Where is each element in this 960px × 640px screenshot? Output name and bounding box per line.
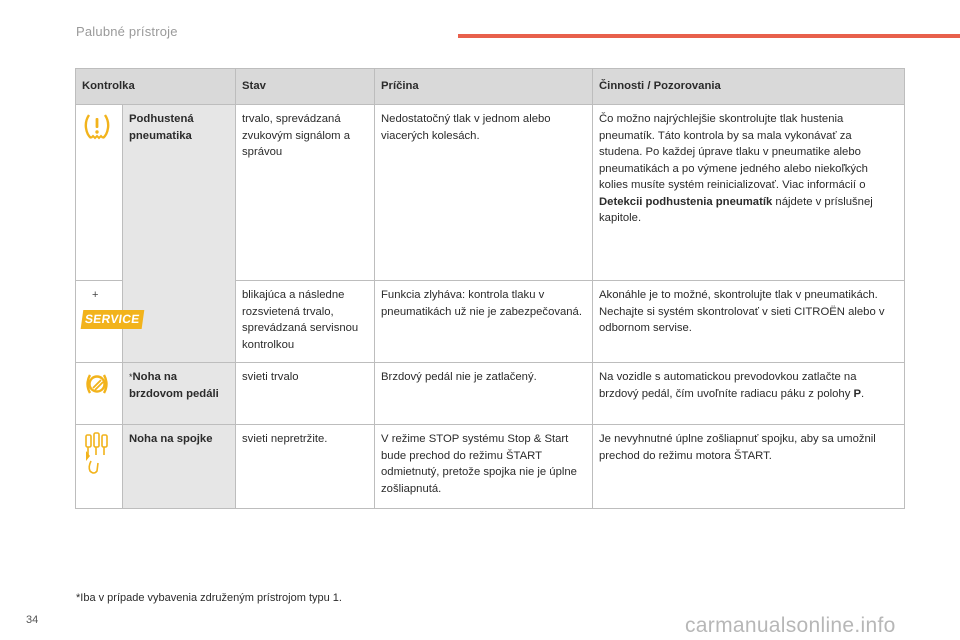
watermark: carmanualsonline.info (685, 614, 896, 637)
cinnosti-bold-reference: Detekcii podhustenia pneumatík (599, 195, 773, 208)
pricina-cell: V režime STOP systému Stop & Start bude prechod do režimu ŠTART odmietnutý, pretože spojka nie je úplne zošliapnutá. (375, 425, 593, 509)
warning-name-cell (123, 425, 236, 509)
pricina-cell: Brzdový pedál nie je zatlačený. (375, 363, 593, 425)
stav-cell: svieti trvalo (236, 363, 375, 425)
cinnosti-cell: Akonáhle je to možné, skontrolujte tlak v pneumatikách. Nechajte si systém skontrolovať v sieti CITROËN alebo v odbornom servise. (593, 281, 905, 363)
stav-cell: trvalo, sprevádzaná zvukovým signálom a správou (236, 105, 375, 281)
clutch-pedal-icon (82, 431, 112, 483)
cinnosti-cell (593, 105, 905, 281)
table-row (76, 363, 905, 425)
brake-pedal-icon (82, 369, 112, 405)
section-title: Palubné prístroje (76, 24, 178, 39)
warning-lights-table (75, 68, 905, 509)
header-accent-bar (458, 34, 960, 38)
cinnosti-text-end: . (861, 387, 865, 400)
service-warning-badge: SERVICE (81, 310, 144, 329)
tyre-pressure-warning-icon (82, 111, 112, 147)
pricina-cell: Funkcia zlyháva: kontrola tlaku v pneumatikách už nie je zabezpečovaná. (375, 281, 593, 363)
warning-name: Noha na spojke (129, 433, 213, 445)
pricina-cell: Nedostatočný tlak v jednom alebo viacerých kolesách. (375, 105, 593, 281)
column-header-kontrolka: Kontrolka (76, 69, 236, 105)
cinnosti-cell (593, 363, 905, 425)
icon-cell (76, 425, 123, 509)
table-row (76, 105, 905, 281)
warning-name-cell (123, 363, 236, 425)
column-header-cinnosti: Činnosti / Pozorovania (593, 69, 905, 105)
icon-cell (76, 281, 141, 363)
cinnosti-text: Na vozidle s automatickou prevodovkou zatlačte na brzdový pedál, čím uvoľníte radiacu páku z polohy (599, 371, 857, 400)
cinnosti-text-end: nájdete v príslušnej kapitole. (599, 195, 873, 224)
plus-sign: + (92, 289, 99, 301)
cinnosti-cell: Je nevyhnutné úplne zošliapnuť spojku, aby sa umožnil prechod do režimu motora ŠTART. (593, 425, 905, 509)
stav-cell: blikajúca a následne rozsvietená trvalo, sprevádzaná servisnou kontrolkou (236, 281, 375, 363)
warning-name: Podhustená pneumatika (129, 113, 194, 142)
footnote-marker: * (129, 372, 133, 382)
gear-position-p: P (853, 387, 862, 400)
stav-cell: svieti nepretržite. (236, 425, 375, 509)
footnote: *Iba v prípade vybavenia združeným prístrojom typu 1. (76, 592, 342, 604)
icon-cell (76, 105, 123, 281)
column-header-stav: Stav (236, 69, 375, 105)
warning-name: Noha na brzdovom pedáli (129, 371, 219, 400)
table-header-row (76, 69, 905, 105)
column-header-pricina: Príčina (375, 69, 593, 105)
cinnosti-text: Čo možno najrýchlejšie skontrolujte tlak hustenia pneumatík. Táto kontrola by sa mala vykonávať za studena. Po každej úprave tlaku v pneumatike alebo pneumatikách a po výmene jedného alebo niekoľkých kolies musíte systém reinicializovať. Viac informácií o (599, 113, 868, 191)
page-number: 34 (26, 614, 39, 626)
icon-cell (76, 363, 123, 425)
table-row (76, 425, 905, 509)
